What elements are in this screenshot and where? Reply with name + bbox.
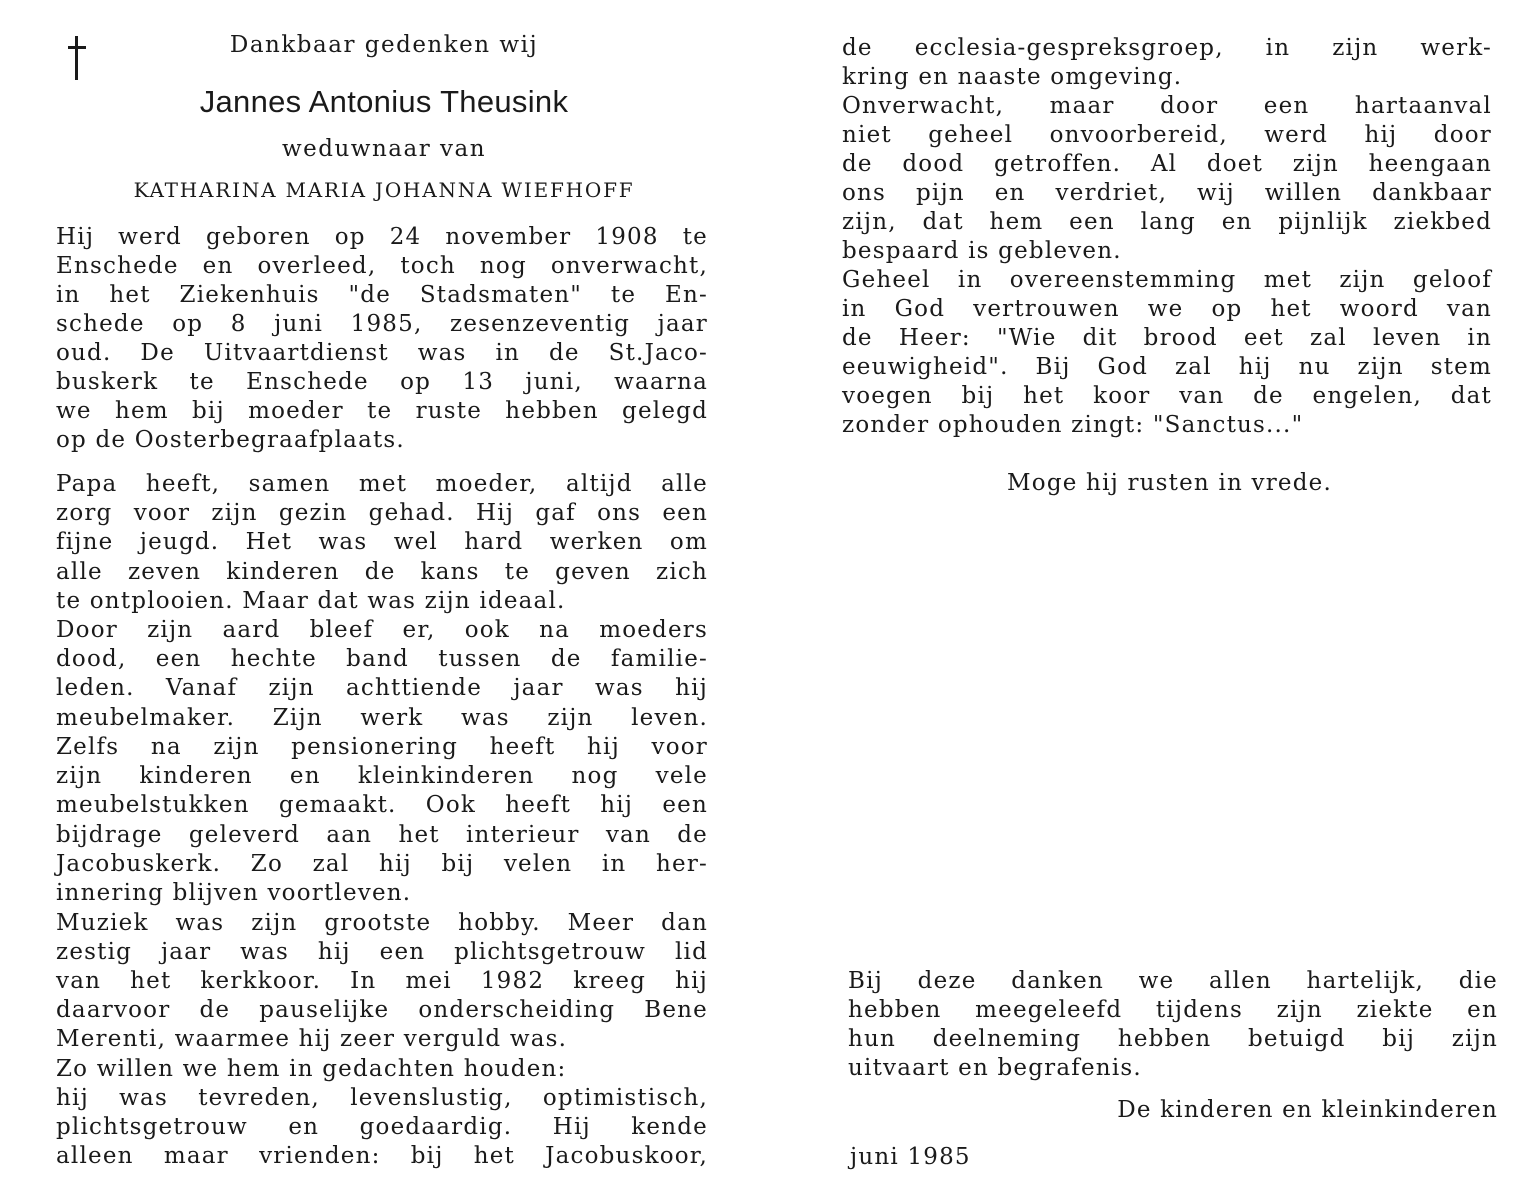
text-line: uitvaart en begrafenis.	[848, 1055, 1142, 1081]
text-line: zijn kinderen en kleinkinderen nog vele	[56, 763, 708, 789]
text-line: hun deelneming hebben betuigd bij zijn	[848, 1026, 1498, 1052]
text-line: Zelfs na zijn pensionering heeft hij voor	[56, 734, 708, 760]
rest-in-peace-line: Moge hij rusten in vrede.	[1007, 470, 1332, 496]
text-line: schede op 8 juni 1985, zesenzeventig jaar	[56, 311, 708, 337]
text-line: van het kerkkoor. In mei 1982 kreeg hij	[56, 968, 708, 994]
text-line: fijne jeugd. Het was wel hard werken om	[56, 529, 708, 555]
text-line: alleen maar vrienden: bij het Jacobuskoor,	[56, 1143, 708, 1169]
widower-of-line: weduwnaar van	[281, 136, 487, 162]
text-line: zijn, dat hem een lang en pijnlijk ziekbed	[842, 209, 1492, 235]
text-line: Enschede en overleed, toch nog onverwacht,	[56, 253, 708, 279]
text-line: bijdrage geleverd aan het interieur van de	[56, 822, 708, 848]
text-line: Bij deze danken we allen hartelijk, die	[848, 968, 1498, 994]
text-line: te ontplooien. Maar dat was zijn ideaal.	[56, 588, 566, 614]
text-line: Papa heeft, samen met moeder, altijd alle	[56, 471, 708, 497]
text-line: innering blijven voortleven.	[56, 880, 412, 906]
text-line: Onverwacht, maar door een hartaanval	[842, 93, 1492, 119]
text-line: in God vertrouwen we op het woord van	[842, 296, 1492, 322]
text-line: daarvoor de pauselijke onderscheiding Bene	[56, 997, 708, 1023]
deceased-name: Jannes Antonius Theusink	[199, 84, 569, 119]
text-line: buskerk te Enschede op 13 juni, waarna	[56, 369, 708, 395]
text-line: alle zeven kinderen de kans te geven zich	[56, 559, 708, 585]
text-line: we hem bij moeder te ruste hebben gelegd	[56, 398, 708, 424]
text-line: op de Oosterbegraafplaats.	[56, 427, 405, 453]
text-line: zorg voor zijn gezin gehad. Hij gaf ons een	[56, 500, 708, 526]
text-line: hebben meegeleefd tijdens zijn ziekte en	[848, 997, 1498, 1023]
text-line: Door zijn aard bleef er, ook na moeders	[56, 617, 708, 643]
intro-line: Dankbaar gedenken wij	[229, 32, 539, 58]
text-line: dood, een hechte band tussen de familie-	[56, 646, 708, 672]
signature-line: De kinderen en kleinkinderen	[1117, 1097, 1498, 1123]
text-line: voegen bij het koor van de engelen, dat	[842, 383, 1492, 409]
text-line: meubelstukken gemaakt. Ook heeft hij een	[56, 792, 708, 818]
text-line: zonder ophouden zingt: "Sanctus..."	[842, 412, 1304, 438]
text-line: kring en naaste omgeving.	[842, 64, 1183, 90]
date-line: juni 1985	[850, 1144, 971, 1170]
text-line: de ecclesia-gespreksgroep, in zijn werk-	[842, 35, 1492, 61]
text-line: de Heer: "Wie dit brood eet zal leven in	[842, 325, 1492, 351]
text-line: Geheel in overeenstemming met zijn geloof	[842, 267, 1492, 293]
text-line: zestig jaar was hij een plichtsgetrouw lid	[56, 939, 708, 965]
text-line: meubelmaker. Zijn werk was zijn leven.	[56, 705, 708, 731]
spouse-name: KATHARINA MARIA JOHANNA WIEFHOFF	[133, 178, 635, 202]
text-line: hij was tevreden, levenslustig, optimistisch,	[56, 1085, 708, 1111]
text-line: niet geheel onvoorbereid, werd hij door	[842, 122, 1492, 148]
text-line: bespaard is gebleven.	[842, 238, 1122, 264]
text-line: Merenti, waarmee hij zeer verguld was.	[56, 1026, 568, 1052]
text-line: ons pijn en verdriet, wij willen dankbaar	[842, 180, 1492, 206]
text-line: plichtsgetrouw en goedaardig. Hij kende	[56, 1114, 708, 1140]
text-line: Jacobuskerk. Zo zal hij bij velen in her-	[56, 851, 708, 877]
text-line: Hij werd geboren op 24 november 1908 te	[56, 224, 708, 250]
text-line: in het Ziekenhuis "de Stadsmaten" te En-	[56, 282, 708, 308]
text-line: Muziek was zijn grootste hobby. Meer dan	[56, 910, 708, 936]
text-line: eeuwigheid". Bij God zal hij nu zijn stem	[842, 354, 1492, 380]
text-line: leden. Vanaf zijn achttiende jaar was hij	[56, 675, 708, 701]
text-line: de dood getroffen. Al doet zijn heengaan	[842, 151, 1492, 177]
text-line: oud. De Uitvaartdienst was in de St.Jaco-	[56, 340, 708, 366]
text-line: Zo willen we hem in gedachten houden:	[56, 1056, 567, 1082]
